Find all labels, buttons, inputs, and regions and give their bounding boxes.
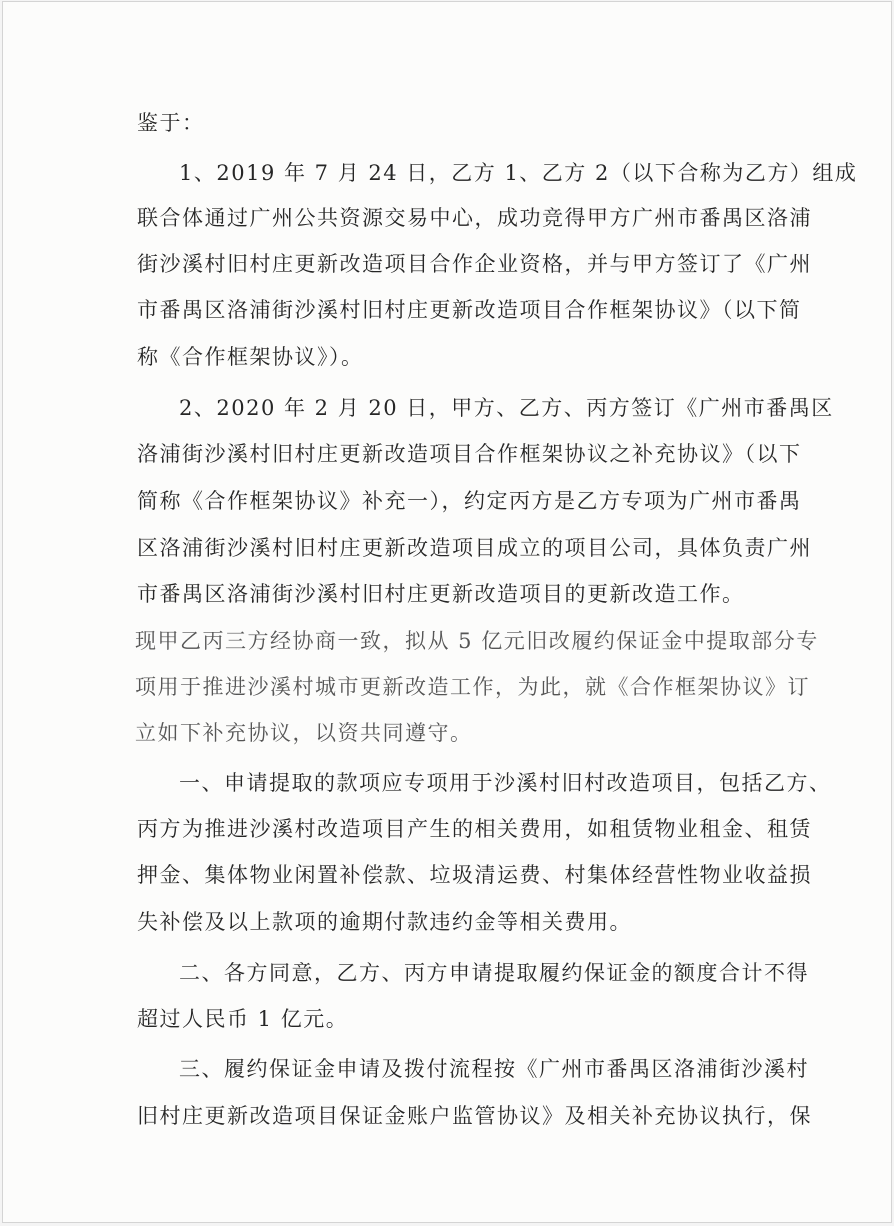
- document-page: [2, 1, 892, 1223]
- article-2-line-2: 超过人民币 1 亿元。: [137, 1007, 349, 1031]
- clause-2-line-3: 简称《合作框架协议》补充一），约定丙方是乙方专项为广州市番禺: [137, 489, 802, 513]
- preamble-heading: 鉴于：: [137, 111, 205, 135]
- clause-2-line-4: 区洛浦街沙溪村旧村庄更新改造项目成立的项目公司，具体负责广州: [137, 536, 812, 560]
- clause-1-line-5: 称《合作框架协议》）。: [137, 345, 364, 369]
- agreement-intro-line-1: 现甲乙丙三方经协商一致，拟从 5 亿元旧改履约保证金中提取部分专: [135, 629, 819, 653]
- clause-2-line-1: 2、2020 年 2 月 20 日，甲方、乙方、丙方签订《广州市番禺区: [179, 396, 834, 420]
- article-2-line-1: 二、各方同意，乙方、丙方申请提取履约保证金的额度合计不得: [179, 961, 809, 985]
- clause-2-line-5: 市番禺区洛浦街沙溪村旧村庄更新改造项目的更新改造工作。: [137, 582, 745, 606]
- clause-2-line-2: 洛浦街沙溪村旧村庄更新改造项目合作框架协议之补充协议》（以下: [137, 442, 802, 466]
- article-1-line-3: 押金、集体物业闲置补偿款、垃圾清运费、村集体经营性物业收益损: [137, 863, 812, 887]
- agreement-intro-line-3: 立如下补充协议，以资共同遵守。: [135, 721, 473, 745]
- article-3-line-1: 三、履约保证金申请及拨付流程按《广州市番禺区洛浦街沙溪村: [179, 1057, 809, 1081]
- clause-1-line-2: 联合体通过广州公共资源交易中心，成功竞得甲方广州市番禺区洛浦: [137, 206, 812, 230]
- article-1-line-2: 丙方为推进沙溪村改造项目产生的相关费用，如租赁物业租金、租赁: [137, 817, 812, 841]
- article-3-line-2: 旧村庄更新改造项目保证金账户监管协议》及相关补充协议执行，保: [137, 1104, 812, 1128]
- clause-1-line-1: 1、2019 年 7 月 24 日，乙方 1、乙方 2（以下合称为乙方）组成: [179, 161, 858, 185]
- article-1-line-4: 失补偿及以上款项的逾期付款违约金等相关费用。: [137, 910, 632, 934]
- clause-1-line-3: 街沙溪村旧村庄更新改造项目合作企业资格，并与甲方签订了《广州: [137, 252, 812, 276]
- agreement-intro-line-2: 项用于推进沙溪村城市更新改造工作，为此，就《合作框架协议》订: [135, 675, 810, 699]
- clause-1-line-4: 市番禺区洛浦街沙溪村旧村庄更新改造项目合作框架协议》（以下简: [137, 298, 802, 322]
- article-1-line-1: 一、申请提取的款项应专项用于沙溪村旧村改造项目，包括乙方、: [179, 771, 832, 795]
